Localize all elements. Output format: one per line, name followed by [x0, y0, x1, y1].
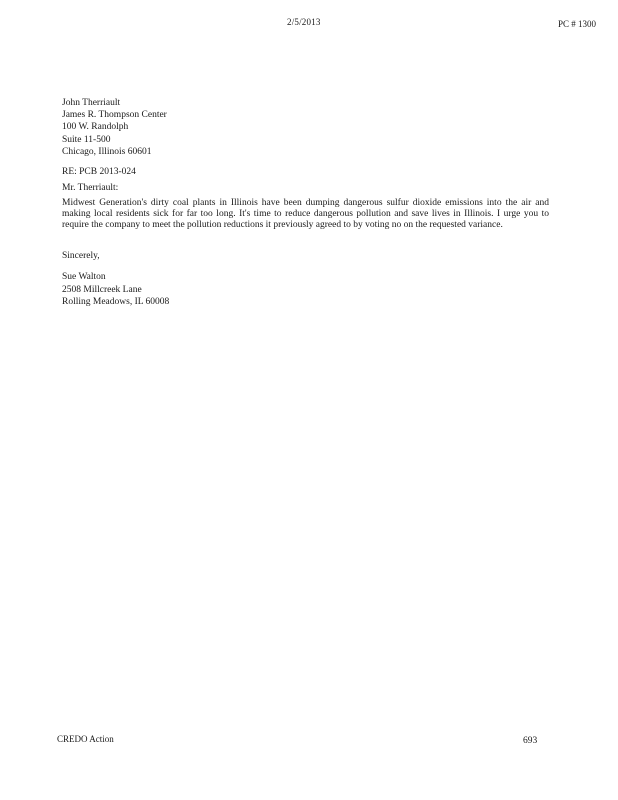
- sender-name: Sue Walton: [62, 272, 106, 282]
- closing: Sincerely,: [62, 251, 100, 261]
- salutation: Mr. Therriault:: [62, 183, 119, 193]
- recipient-suite: Suite 11-500: [62, 134, 111, 145]
- recipient-address: [62, 97, 167, 158]
- sender-street: 2508 Millcreek Lane: [62, 284, 142, 295]
- footer-organization: CREDO Action: [57, 734, 114, 744]
- letter-body: Midwest Generation's dirty coal plants in Illinois have been dumping dangerous sulfur dioxide emissions into the air and making local residents sick for far too long. It's time to reduce dangerous pollution and save lives in Illinois. I urge you to require the company to meet the pollution reductions it previously agreed to by voting no on the requested variance.: [62, 198, 549, 230]
- recipient-city: Chicago, Illinois 60601: [62, 146, 152, 157]
- sender-block: [62, 271, 169, 309]
- sender-city: Rolling Meadows, IL 60008: [62, 297, 170, 308]
- recipient-name: John Therriault: [62, 98, 121, 108]
- header-date: 2/5/2013: [287, 17, 321, 27]
- recipient-building: James R. Thompson Center: [62, 110, 167, 121]
- re-line: RE: PCB 2013-024: [62, 167, 136, 177]
- footer-page-number: 693: [523, 736, 538, 746]
- recipient-street: 100 W. Randolph: [62, 122, 129, 133]
- header-pc-number: PC # 1300: [557, 19, 596, 29]
